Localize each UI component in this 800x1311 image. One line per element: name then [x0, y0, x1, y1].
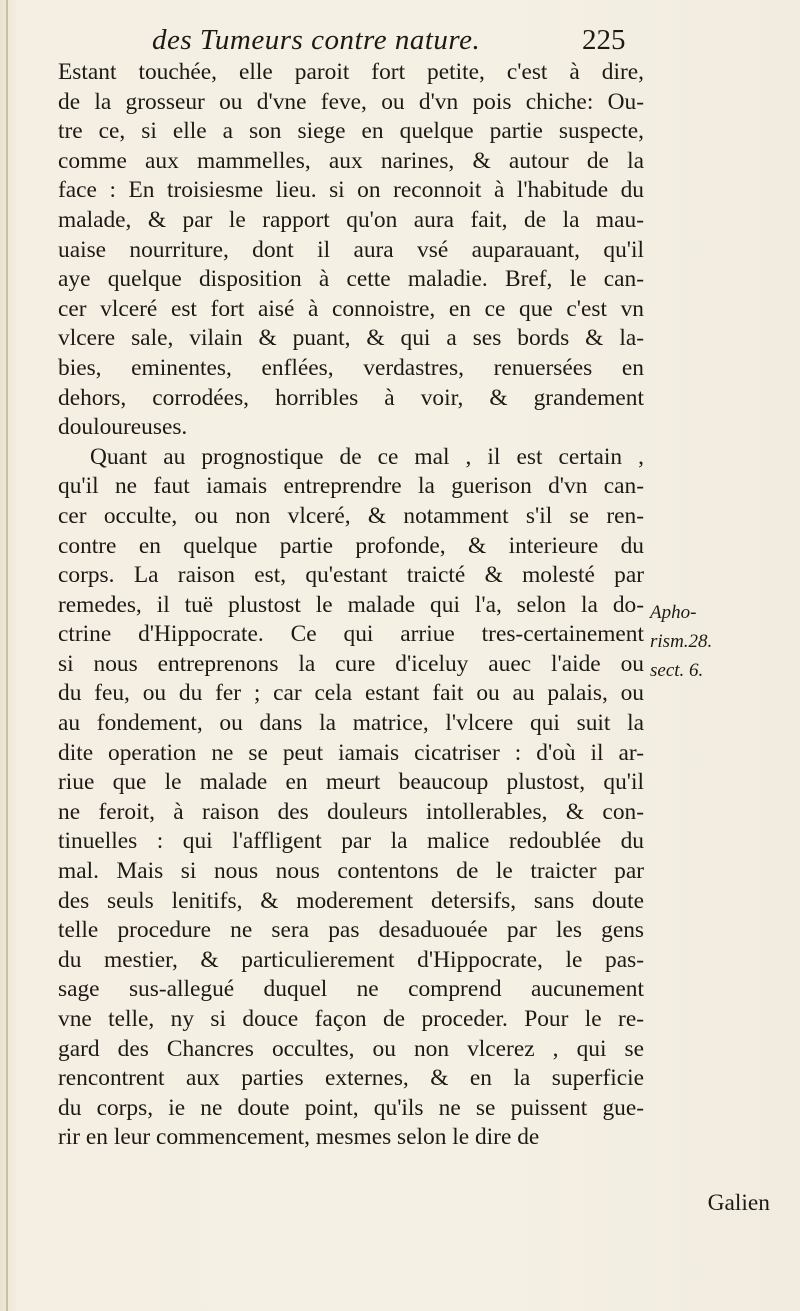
marginal-note-line: sect. 6. [650, 660, 704, 681]
text-line: si nous entreprenons la cure d'iceluy auec l'aide ou [58, 650, 644, 677]
text-line: aye quelque disposition à cette maladie. Bref, le can- [58, 266, 644, 293]
text-line: comme aux mammelles, aux narines, & autour de la [58, 147, 644, 174]
text-line: uaise nourriture, dont il aura vsé auparauant, qu'il [58, 236, 644, 263]
text-line: au fondement, ou dans la matrice, l'vlcere qui suit la [58, 710, 644, 737]
text-line: de la grosseur ou d'vne feve, ou d'vn pois chiche: Ou- [58, 88, 644, 115]
marginal-note-line: rism.28. [650, 631, 713, 652]
text-line: gard des Chancres occultes, ou non vlcerez , qui se [58, 1035, 644, 1062]
gutter-line [6, 0, 8, 1311]
text-line: du feu, ou du fer ; car cela estant fait ou au palais, ou [58, 680, 644, 707]
text-line: riue que le malade en meurt beaucoup plustost, qu'il [58, 769, 644, 796]
marginal-note [650, 598, 745, 685]
text-line: Quant au prognostique de ce mal , il est certain , [90, 443, 644, 470]
text-line: rir en leur commencement, mesmes selon le dire de [58, 1124, 540, 1151]
text-line: vne telle, ny si douce façon de proceder. Pour le re- [58, 1006, 644, 1032]
text-line: contre en quelque partie profonde, & interieure du [58, 532, 644, 559]
text-line: ctrine d'Hippocrate. Ce qui arriue tres-certainement [58, 621, 644, 648]
text-line: cer vlceré est fort aisé à connoistre, en ce que c'est vn [58, 295, 644, 322]
running-title: des Tumeurs contre nature. [152, 24, 481, 56]
text-line: remedes, il tuë plustost le malade qui l'a, selon la do- [58, 591, 644, 618]
text-line: des seuls lenitifs, & moderement detersifs, sans doute [58, 887, 644, 914]
marginal-note-line: Apho- [650, 602, 697, 623]
text-line: malade, & par le rapport qu'on aura fait, de la mau- [58, 206, 644, 233]
text-line: qu'il ne faut iamais entreprendre la guerison d'vn can- [58, 473, 644, 500]
text-line: ne feroit, à raison des douleurs intollerables, & con- [58, 798, 644, 825]
text-line: rencontrent aux parties externes, & en la superficie [58, 1065, 644, 1092]
text-line: mal. Mais si nous nous contentons de le traicter par [58, 858, 644, 885]
text-line: Estant touchée, elle paroit fort petite, c'est à dire, [58, 59, 644, 85]
text-line: vlcere sale, vilain & puant, & qui a ses bords & la- [58, 325, 644, 352]
text-line: sage sus-allegué duquel ne comprend aucunement [58, 976, 644, 1003]
body-text [58, 58, 644, 1153]
catchword: Galien [707, 1190, 770, 1216]
text-line: cer occulte, ou non vlceré, & notamment s'il se ren- [58, 502, 644, 529]
text-line: corps. La raison est, qu'estant traicté & molesté par [58, 562, 644, 589]
text-line: bies, eminentes, enflées, verdastres, renuersées en [58, 354, 644, 381]
text-line: telle procedure ne sera pas desaduouée par les gens [58, 917, 644, 944]
text-line: dite operation ne se peut iamais cicatriser : d'où il ar- [58, 739, 644, 766]
text-line: dehors, corrodées, horribles à voir, & grandement [58, 384, 644, 411]
text-line: du mestier, & particulierement d'Hippocrate, le pas- [58, 946, 644, 973]
text-line: douloureuses. [58, 414, 188, 441]
text-line: face : En troisiesme lieu. si on reconnoit à l'habitude du [58, 177, 644, 204]
text-line: tinuelles : qui l'affligent par la malice redoublée du [58, 828, 644, 855]
text-line: du corps, ie ne doute point, qu'ils ne se puissent gue- [58, 1094, 644, 1121]
page-number: 225 [582, 24, 626, 56]
text-line: tre ce, si elle a son siege en quelque partie suspecte, [58, 118, 644, 145]
